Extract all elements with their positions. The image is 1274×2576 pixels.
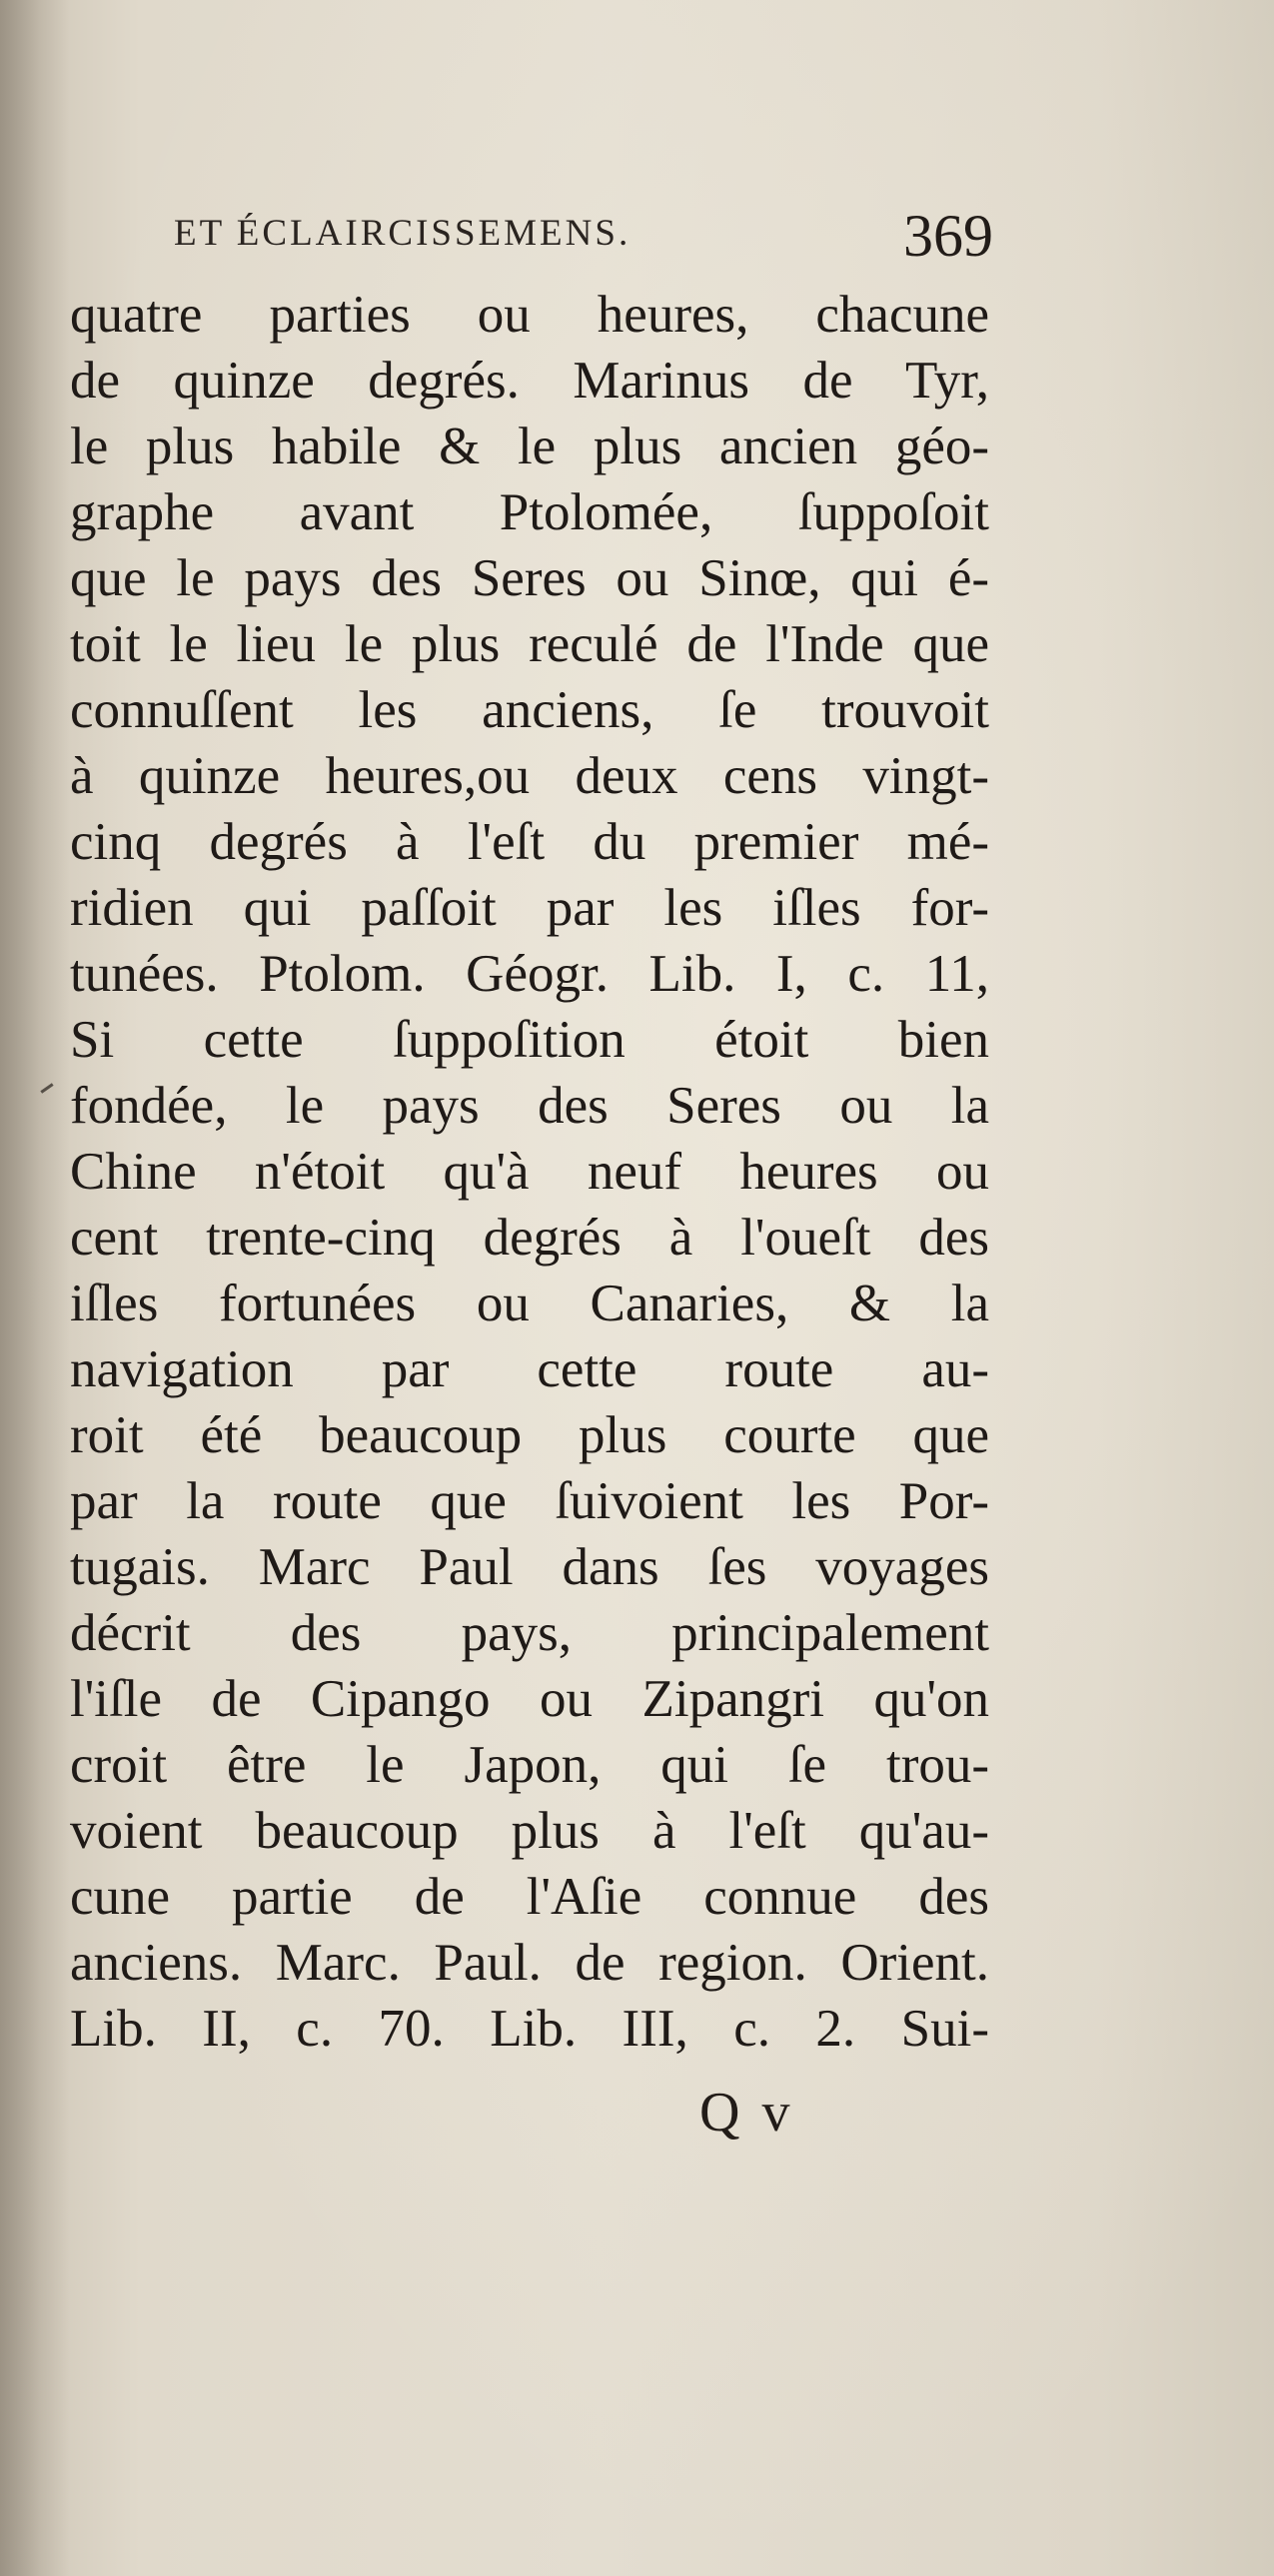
- page-header: [174, 203, 993, 276]
- running-head: ET ÉCLAIRCISSEMENS.: [174, 213, 632, 254]
- text-line: le plus habile & le plus ancien géo-: [70, 418, 989, 475]
- text-line: Lib. II, c. 70. Lib. III, c. 2. Sui-: [70, 2000, 989, 2058]
- text-line: croit être le Japon, qui ſe trou-: [70, 1736, 989, 1794]
- text-line: cent trente-cinq degrés à l'oueſt des: [70, 1209, 989, 1267]
- text-line: graphe avant Ptolomée, ſuppoſoit: [70, 483, 989, 541]
- margin-mark: [40, 1083, 53, 1093]
- text-line: toit le lieu le plus reculé de l'Inde que: [70, 615, 989, 673]
- body-text: [70, 282, 989, 2062]
- text-line: de quinze degrés. Marinus de Tyr,: [70, 352, 989, 410]
- signature-mark: Q v: [699, 2082, 794, 2144]
- text-line: cinq degrés à l'eſt du premier mé-: [70, 813, 989, 871]
- text-line: connuſſent les anciens, ſe trouvoit: [70, 681, 989, 739]
- text-line: roit été beaucoup plus courte que: [70, 1406, 989, 1464]
- text-line: fondée, le pays des Seres ou la: [70, 1077, 989, 1135]
- text-line: par la route que ſuivoient les Por-: [70, 1472, 989, 1530]
- text-line: décrit des pays, principalement: [70, 1604, 989, 1662]
- text-line: iſles fortunées ou Canaries, & la: [70, 1275, 989, 1332]
- text-line: que le pays des Seres ou Sinœ, qui é-: [70, 549, 989, 607]
- text-line: tugais. Marc Paul dans ſes voyages: [70, 1538, 989, 1596]
- text-line: tunées. Ptolom. Géogr. Lib. I, c. 11,: [70, 945, 989, 1003]
- page-number: 369: [903, 203, 993, 269]
- text-line: Chine n'étoit qu'à neuf heures ou: [70, 1143, 989, 1201]
- text-line: l'iſle de Cipango ou Zipangri qu'on: [70, 1670, 989, 1728]
- text-line: quatre parties ou heures, chacune: [70, 286, 989, 344]
- text-line: navigation par cette route au-: [70, 1340, 989, 1398]
- text-line: voient beaucoup plus à l'eſt qu'au-: [70, 1802, 989, 1860]
- text-line: ridien qui paſſoit par les iſles for-: [70, 879, 989, 937]
- text-line: Si cette ſuppoſition étoit bien: [70, 1011, 989, 1069]
- text-line: à quinze heures,ou deux cens vingt-: [70, 747, 989, 805]
- text-line: anciens. Marc. Paul. de region. Orient.: [70, 1934, 989, 1992]
- text-line: cune partie de l'Aſie connue des: [70, 1868, 989, 1926]
